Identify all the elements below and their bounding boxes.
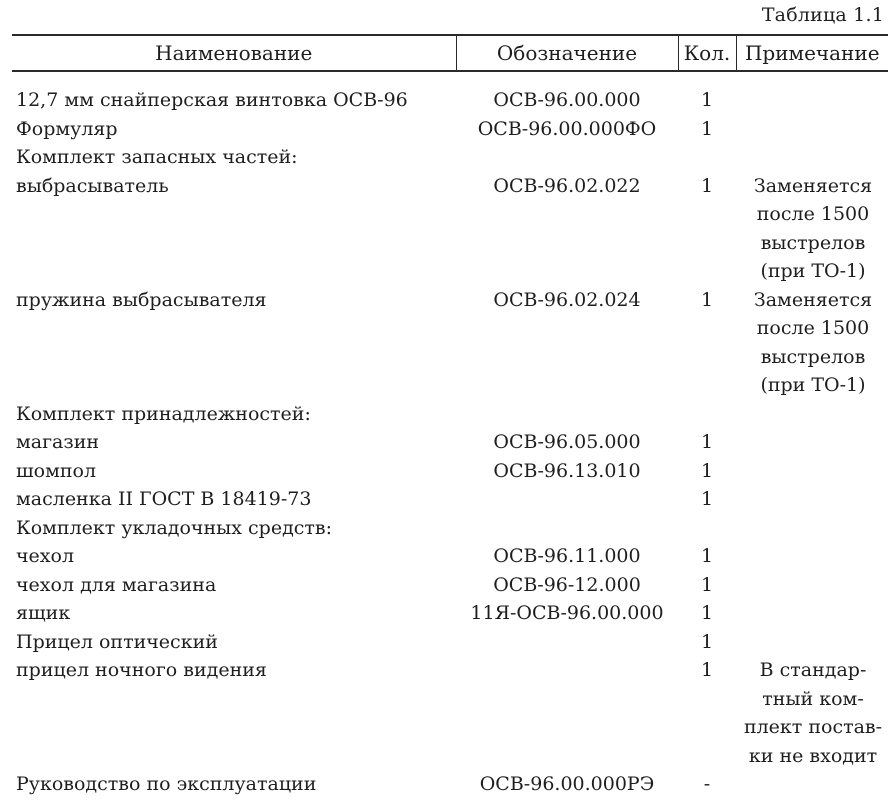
table-row <box>12 428 888 457</box>
cell-note: Заменяется после 1500 выстрелов (при ТО-1) <box>753 174 873 282</box>
cell-note <box>736 542 888 571</box>
cell-qty: 1 <box>700 488 714 510</box>
header-qty: Кол. <box>678 35 736 71</box>
table-row <box>12 71 888 115</box>
cell-note <box>736 457 888 486</box>
cell-qty: 1 <box>700 431 714 453</box>
cell-name: Комплект запасных частей: <box>16 146 298 168</box>
cell-code <box>456 400 678 429</box>
header-name: Наименование <box>12 35 456 71</box>
table-row <box>12 571 888 600</box>
cell-note: Заменяется после 1500 выстрелов (при ТО-1) <box>753 288 873 396</box>
cell-name: Комплект принадлежностей: <box>16 402 311 425</box>
cell-code <box>456 656 678 770</box>
header-note: Примечание <box>736 35 888 71</box>
equipment-table <box>12 34 888 799</box>
cell-code: ОСВ-96.02.022 <box>493 174 641 197</box>
cell-code: ОСВ-96.11.000 <box>493 545 641 567</box>
cell-qty: 1 <box>700 174 714 197</box>
cell-name: Прицел оптический <box>16 630 218 653</box>
cell-code: ОСВ-96.00.000 <box>493 89 641 111</box>
table-row <box>12 656 888 770</box>
cell-code: ОСВ-96.00.000ФО <box>477 117 657 140</box>
header-code: Обозначение <box>456 35 678 71</box>
table-row <box>12 628 888 657</box>
cell-name: Формуляр <box>16 117 118 140</box>
cell-name: масленка II ГОСТ В 18419-73 <box>16 488 312 510</box>
cell-code: ОСВ-96.00.000РЭ <box>479 773 655 795</box>
cell-name: пружина выбрасывателя <box>16 288 267 311</box>
cell-code <box>456 514 678 543</box>
cell-qty: - <box>703 773 711 795</box>
cell-note <box>736 770 888 799</box>
cell-qty <box>678 514 736 543</box>
table-row <box>12 542 888 571</box>
cell-note <box>736 628 888 657</box>
cell-name: магазин <box>16 431 100 453</box>
cell-note <box>736 71 888 115</box>
cell-name: Комплект укладочных средств: <box>16 516 333 539</box>
table-header-row <box>12 35 888 71</box>
table-row <box>12 172 888 286</box>
cell-qty: 1 <box>700 659 714 681</box>
cell-qty: 1 <box>700 573 714 596</box>
cell-qty: 1 <box>700 288 714 311</box>
cell-code: ОСВ-96-12.000 <box>493 573 641 596</box>
cell-qty: 1 <box>700 89 714 111</box>
cell-note <box>736 571 888 600</box>
table-row <box>12 457 888 486</box>
cell-qty: 1 <box>700 117 714 140</box>
cell-name: 12,7 мм снайперская винтовка ОСВ-96 <box>16 89 408 111</box>
cell-qty: 1 <box>700 630 714 653</box>
cell-name: чехол <box>16 545 75 567</box>
cell-name: Руководство по эксплуатации <box>16 773 317 795</box>
table-row <box>12 286 888 400</box>
cell-note: В стандар- тный ком- плект постав- ки не входит <box>743 659 883 767</box>
cell-qty: 1 <box>700 459 714 482</box>
cell-note <box>736 115 888 144</box>
cell-note <box>736 599 888 628</box>
cell-note <box>736 485 888 514</box>
cell-name: ящик <box>16 602 71 624</box>
cell-note <box>736 428 888 457</box>
cell-code: ОСВ-96.05.000 <box>493 431 641 453</box>
cell-name: прицел ночного видения <box>16 659 267 681</box>
cell-code <box>456 628 678 657</box>
cell-code: ОСВ-96.13.010 <box>493 459 641 482</box>
cell-code: ОСВ-96.02.024 <box>493 288 641 311</box>
cell-name: шомпол <box>16 459 97 482</box>
table-row <box>12 514 888 543</box>
table-caption: Таблица 1.1 <box>761 4 884 26</box>
table-row <box>12 485 888 514</box>
cell-note <box>736 400 888 429</box>
table-row <box>12 143 888 172</box>
cell-qty <box>678 400 736 429</box>
cell-code <box>456 143 678 172</box>
cell-name: чехол для магазина <box>16 573 217 596</box>
cell-qty: 1 <box>700 602 714 624</box>
table-row <box>12 400 888 429</box>
table-row <box>12 770 888 799</box>
table-row <box>12 115 888 144</box>
cell-name: выбрасыватель <box>16 174 169 197</box>
cell-qty: 1 <box>700 545 714 567</box>
cell-note <box>736 143 888 172</box>
table-row <box>12 599 888 628</box>
cell-note <box>736 514 888 543</box>
cell-code <box>456 485 678 514</box>
cell-code: 11Я-ОСВ-96.00.000 <box>470 602 664 624</box>
cell-qty <box>678 143 736 172</box>
